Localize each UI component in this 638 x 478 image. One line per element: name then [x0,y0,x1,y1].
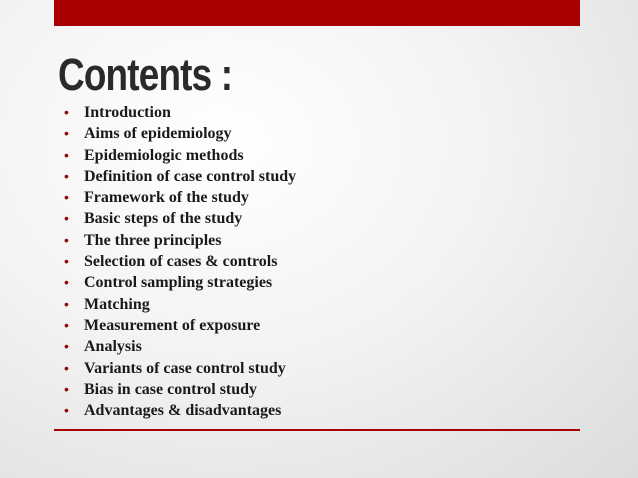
bullet-icon: • [64,316,69,333]
bullet-icon: • [64,295,69,312]
list-item-text: Advantages & disadvantages [84,402,282,420]
bullet-icon: • [64,167,69,184]
list-item-text: Matching [84,295,150,313]
list-item-text: Epidemiologic methods [84,146,244,164]
list-item-text: Bias in case control study [84,380,258,398]
bullet-icon: • [64,359,69,376]
bullet-icon: • [64,253,69,270]
list-item [64,251,296,272]
contents-list [64,102,296,421]
bullet-icon: • [64,146,69,163]
top-accent-bar [54,0,580,26]
bottom-divider [54,429,580,431]
list-item-text: Basic steps of the study [84,210,243,228]
bullet-icon: • [64,104,69,120]
list-item [64,294,296,315]
list-item-text: The three principles [84,231,222,249]
list-item-text: Control sampling strategies [84,274,273,292]
bullet-icon: • [64,338,69,355]
list-item [64,145,296,166]
list-item [64,208,296,229]
list-item-text: Framework of the study [84,189,249,207]
list-item [64,166,296,187]
bullet-icon: • [64,231,69,248]
list-item-text: Measurement of exposure [84,316,261,334]
bullet-icon: • [64,274,69,291]
list-item-text: Selection of cases & controls [84,253,278,271]
bullet-icon: • [64,380,69,397]
list-item-text: Analysis [84,338,142,356]
bullet-icon: • [64,125,69,142]
list-item [64,272,296,293]
list-item-text: Variants of case control study [84,359,286,377]
list-item-text: Definition of case control study [84,167,297,185]
bullet-icon: • [64,402,69,419]
list-item [64,102,296,123]
slide-title: Contents : [58,49,233,100]
list-item [64,123,296,144]
bullet-icon: • [64,210,69,227]
list-item [64,230,296,251]
list-item-text: Aims of epidemiology [84,125,232,143]
list-item [64,336,296,357]
list-item [64,379,296,400]
list-item [64,358,296,379]
list-item [64,187,296,208]
list-item [64,400,296,421]
list-item-text: Introduction [84,104,171,121]
bullet-icon: • [64,189,69,206]
list-item [64,315,296,336]
